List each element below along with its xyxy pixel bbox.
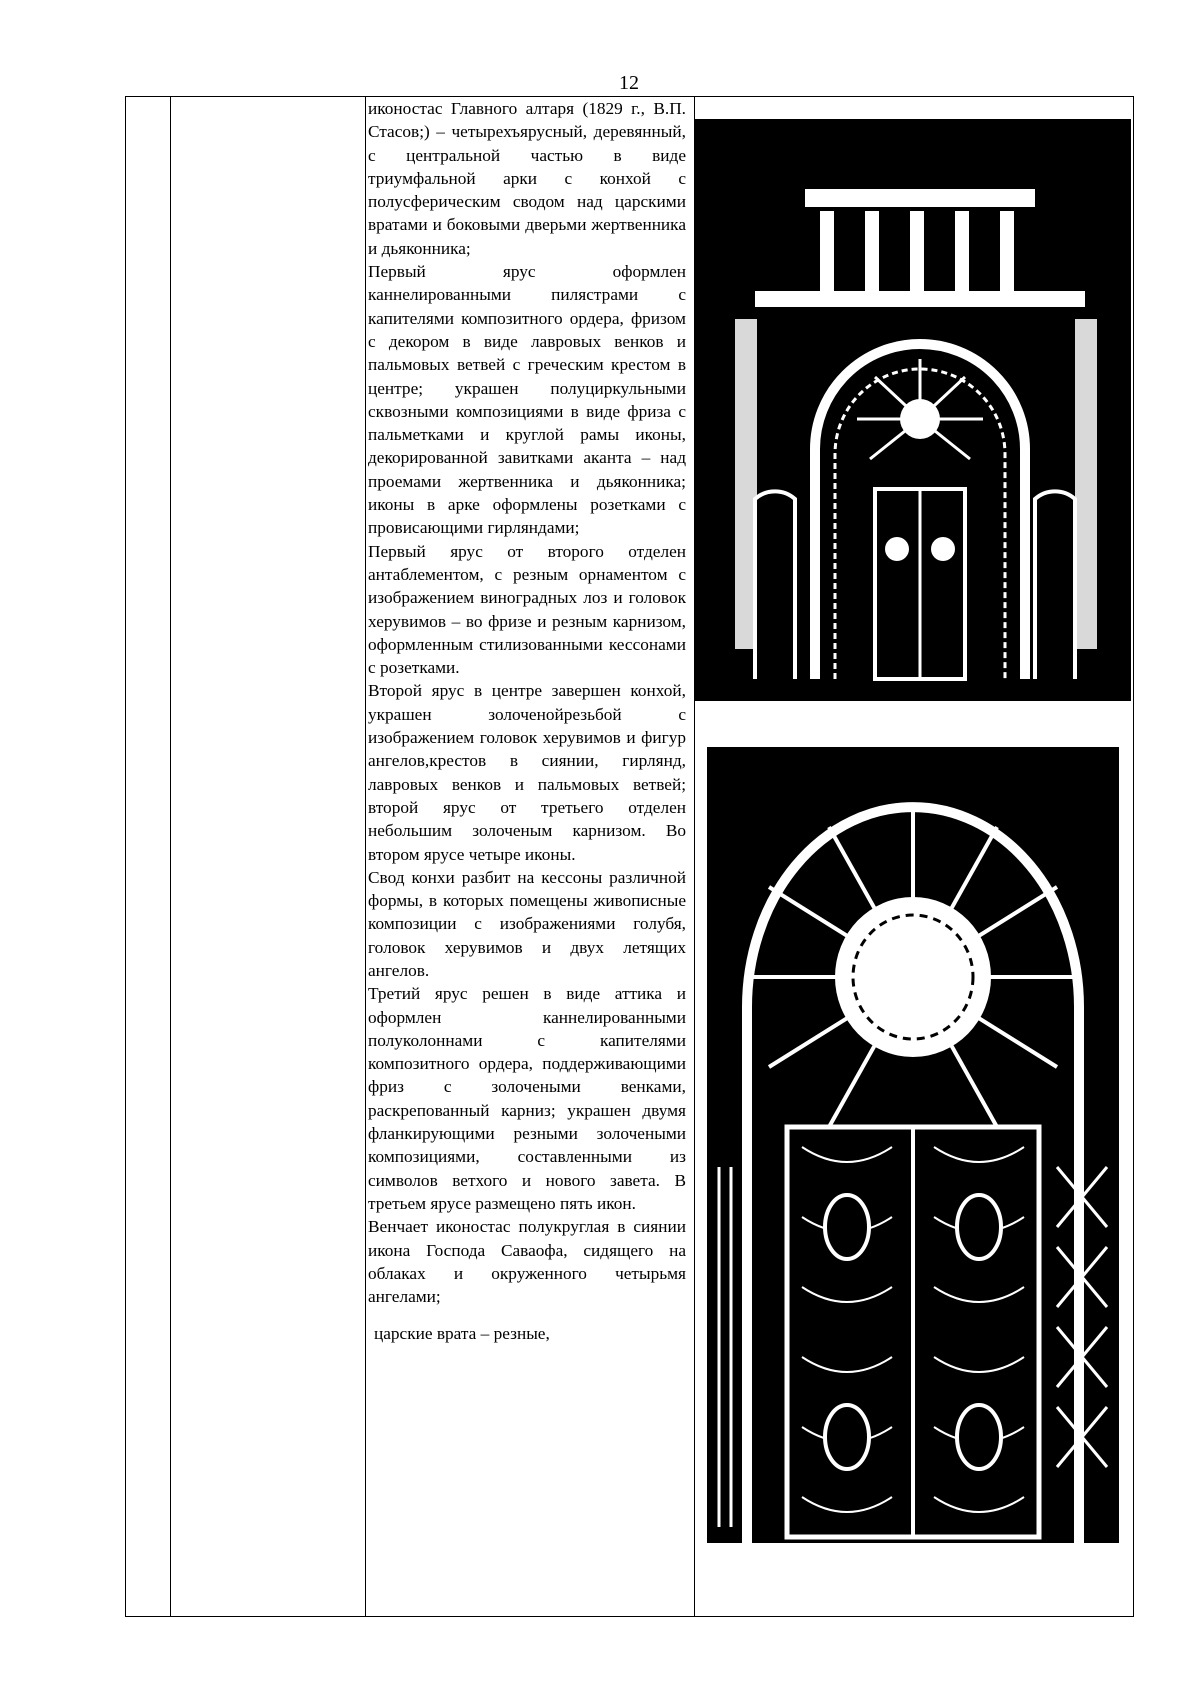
page-number: 12 [619,72,639,94]
table-row [126,97,1134,1617]
paragraph-tail: царские врата – резные, [374,1324,550,1344]
paragraph-6: Третий ярус решен в виде аттика и оформлен каннелированными полуколоннами с капителями композитного ордера, поддерживающими фриз с золочеными венками, раскрепованный карниз; украшен двумя фланкирующими резными золочеными композициями, составленными из символов ветхого и нового завета. В третьем ярусе размещено пять икон. [368,984,686,1213]
paragraph-3: Первый ярус от второго отделен антаблементом, с резным орнаментом с изображением виноградных лоз и головок херувимов – во фризе и резным карнизом, оформленным стилизованными кессонами с розетками. [368,541,686,678]
paragraph-4: Второй ярус в центре завершен конхой, украшен золоченойрезьбой с изображением головок херувимов и фигур ангелов,крестов в сиянии, гирлянд, лавровых венков и пальмовых ветвей; второй ярус от третьего отделен небольшим золоченым карнизом. Во втором ярусе четыре иконы. [368,681,686,864]
empty-cell-1 [126,97,171,1617]
paragraph-1: иконостас Главного алтаря (1829 г., В.П. Стасов;) – четырехъярусный, деревянный, с центральной частью в виде триумфальной арки с конхой с полусферическим сводом над царскими вратами и боковыми дверьми жертвенника и дьяконника; [368,99,686,258]
empty-cell-2 [171,97,366,1617]
iconostasis-main-altar-photo [695,119,1131,701]
paragraph-7: Венчает иконостас полукруглая в сиянии икона Господа Саваофа, сидящего на облаках и окруженного четырьмя ангелами; [368,1217,686,1307]
description-cell [366,97,695,1617]
paragraph-5: Свод конхи разбит на кессоны различной формы, в которых помещены живописные композиции с изображениями голубя, головок херувимов и двух летящих ангелов. [368,867,686,980]
document-table [125,96,1134,1617]
royal-doors-photo [707,747,1119,1543]
photo-cell [695,97,1134,1617]
paragraph-2: Первый ярус оформлен каннелированными пилястрами с капителями композитного ордера, фризом с декором в виде лавровых венков и пальмовых ветвей с греческим крестом в центре; украшен полуциркульными сквозными композициями в виде фриза с пальметками и круглой рамы иконы, декорированной завитками аканта – над проемами жертвенника и дьяконника; иконы в арке оформлены розетками с провисающими гирляндами; [368,262,686,538]
